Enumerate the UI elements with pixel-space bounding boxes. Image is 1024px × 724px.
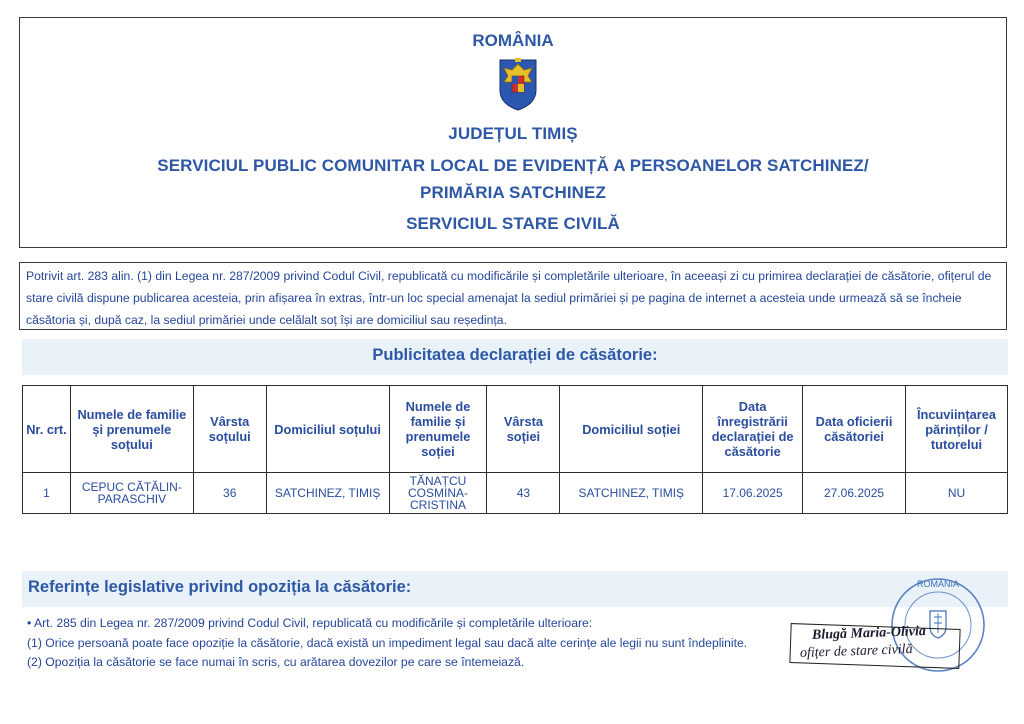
header-line-primaria: PRIMĂRIA SATCHINEZ: [420, 183, 606, 202]
coat-of-arms-icon: [498, 56, 538, 112]
table-cell: 36: [193, 473, 266, 514]
reference-line: (2) Opoziția la căsătorie se face numai în scris, cu arătarea dovezilor pe care se întemeiază.: [27, 655, 525, 669]
table-cell: NU: [905, 473, 1007, 514]
stamp-text: ROMÂNIA: [916, 579, 960, 589]
reference-line: • Art. 285 din Legea nr. 287/2009 privind Codul Civil, republicată cu modificările și completările ulterioare:: [27, 616, 593, 630]
signature-role: ofițer de stare civilă: [799, 642, 913, 661]
publication-title: Publicitatea declarației de căsătorie:: [372, 346, 658, 364]
table-header-row: [23, 386, 1008, 473]
references-title: Referințe legislative privind opoziția la căsătorie:: [28, 578, 412, 596]
intro-paragraph: Potrivit art. 283 alin. (1) din Legea nr. 287/2009 privind Codul Civil, republicată cu modificările și completările ulterioare, în aceeași zi cu primirea declarației de căsătorie, ofițerul de stare civilă dispune publicarea acesteia, prin afișarea în extras, într-un loc special amenajat la sediul primăriei și pe pagina de internet a acesteia unde urmează să se încheie căsătoria și, după caz, la sediul primăriei unde celălalt soț își are domiciliul sau reședința.: [19, 262, 1007, 330]
column-header: Vârsta soțului: [193, 386, 266, 473]
column-header: Data oficierii căsătoriei: [803, 386, 906, 473]
header-line-judet: JUDEȚUL TIMIȘ: [448, 124, 578, 143]
header-line-serviciu: SERVICIUL PUBLIC COMUNITAR LOCAL DE EVIDENȚĂ A PERSOANELOR SATCHINEZ/: [157, 156, 869, 175]
references-list: [27, 614, 747, 673]
table-cell: 27.06.2025: [803, 473, 906, 514]
column-header: Nr. crt.: [23, 386, 71, 473]
column-header: Numele de familie și prenumele soției: [389, 386, 487, 473]
header-line-stare-civila: SERVICIUL STARE CIVILĂ: [406, 214, 620, 233]
table-cell: SATCHINEZ, TIMIȘ: [560, 473, 703, 514]
table-cell: CEPUC CĂTĂLIN-PARASCHIV: [70, 473, 193, 514]
table-cell: 1: [23, 473, 71, 514]
column-header: Încuviințarea părinților / tutorelui: [905, 386, 1007, 473]
column-header: Data înregistrării declarației de căsătorie: [703, 386, 803, 473]
column-header: Vârsta soției: [487, 386, 560, 473]
table-cell: TĂNAȚCU COSMINA-CRISTINA: [389, 473, 487, 514]
column-header: Domiciliul soțului: [266, 386, 389, 473]
table-cell: 43: [487, 473, 560, 514]
table-row: [23, 473, 1008, 514]
table-cell: 17.06.2025: [703, 473, 803, 514]
signature-block: [790, 622, 962, 670]
column-header: Domiciliul soției: [560, 386, 703, 473]
header-box: [19, 17, 1007, 248]
table-cell: SATCHINEZ, TIMIȘ: [266, 473, 389, 514]
column-header: Numele de familie și prenumele soțului: [70, 386, 193, 473]
signature-name: Blugă Maria-Olivia: [811, 624, 927, 643]
country-title: ROMÂNIA: [472, 31, 554, 50]
declarations-table: [22, 385, 1008, 514]
reference-line: (1) Orice persoană poate face opoziție la căsătorie, dacă există un impediment legal sau dacă alte cerințe ale legii nu sunt îndeplinite.: [27, 635, 748, 650]
